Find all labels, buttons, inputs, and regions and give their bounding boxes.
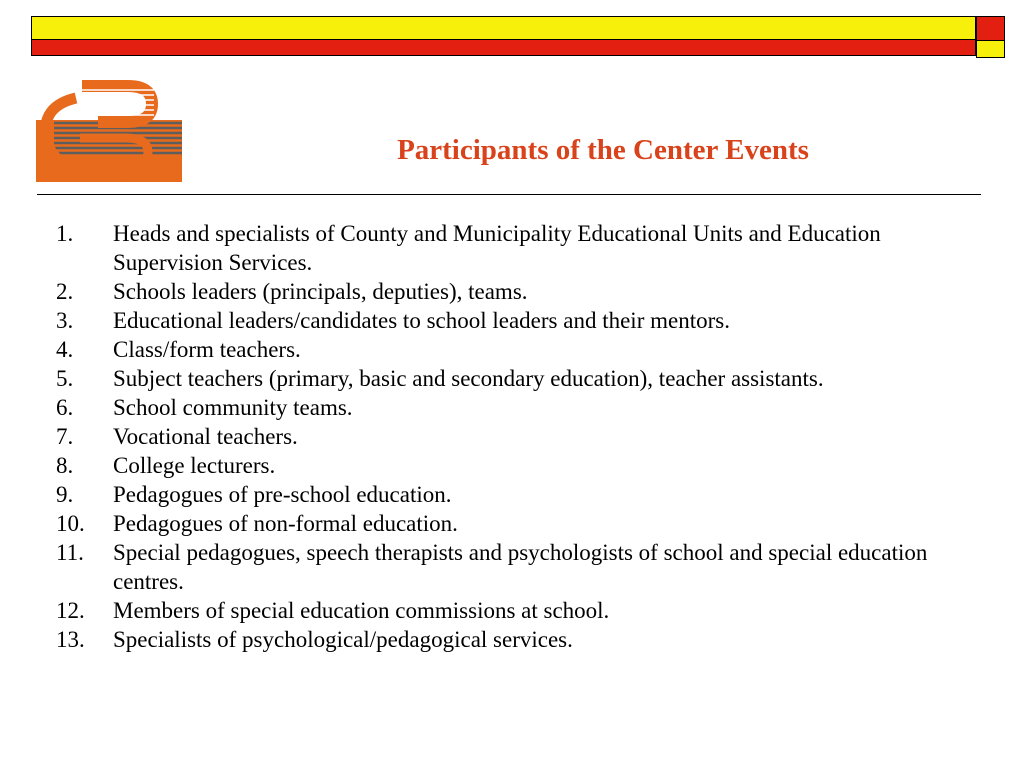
item-number: 3. <box>56 308 74 333</box>
item-text: Pedagogues of pre-school education. <box>113 482 452 507</box>
item-number: 11. <box>56 540 84 565</box>
corner-red-square <box>976 16 1005 41</box>
title-divider <box>37 194 981 195</box>
item-text: Subject teachers (primary, basic and secondary education), teacher assistants. <box>113 366 824 391</box>
top-yellow-stripe <box>31 16 976 40</box>
list-item <box>56 219 996 277</box>
item-text: Pedagogues of non-formal education. <box>113 511 458 536</box>
list-item <box>56 422 996 451</box>
item-text: Schools leaders (principals, deputies), teams. <box>113 279 528 304</box>
list-item <box>56 596 996 625</box>
corner-decor-block <box>976 16 1005 58</box>
pcr-logo <box>36 76 182 182</box>
item-number: 8. <box>56 453 74 478</box>
list-item <box>56 393 996 422</box>
item-text: Vocational teachers. <box>113 424 298 449</box>
list-item <box>56 538 996 596</box>
participants-list <box>56 219 996 654</box>
corner-yellow-square <box>976 40 1005 58</box>
item-number: 9. <box>56 482 74 507</box>
item-number: 4. <box>56 337 74 362</box>
item-text: College lecturers. <box>113 453 276 478</box>
list-item <box>56 480 996 509</box>
item-number: 2. <box>56 279 74 304</box>
item-text: Class/form teachers. <box>113 337 301 362</box>
list-item <box>56 277 996 306</box>
item-text: Educational leaders/candidates to school leaders and their mentors. <box>113 308 730 333</box>
list-item <box>56 364 996 393</box>
item-text: Heads and specialists of County and Municipality Educational Units and Education Supervision Services. <box>113 221 881 275</box>
item-text: Special pedagogues, speech therapists and psychologists of school and special education centres. <box>113 540 928 594</box>
item-number: 1. <box>56 221 74 246</box>
item-number: 12. <box>56 598 85 623</box>
item-number: 7. <box>56 424 74 449</box>
item-text: Specialists of psychological/pedagogical services. <box>113 627 573 652</box>
list-item <box>56 625 996 654</box>
item-text: Members of special education commissions at school. <box>113 598 610 623</box>
list-item <box>56 509 996 538</box>
item-number: 10. <box>56 511 85 536</box>
list-item <box>56 306 996 335</box>
item-text: School community teams. <box>113 395 353 420</box>
slide-title: Participants of the Center Events <box>397 134 809 166</box>
item-number: 13. <box>56 627 85 652</box>
item-number: 5. <box>56 366 74 391</box>
list-item <box>56 451 996 480</box>
item-number: 6. <box>56 395 74 420</box>
top-decor-bar <box>31 16 976 56</box>
list-item <box>56 335 996 364</box>
top-red-stripe <box>31 39 976 56</box>
